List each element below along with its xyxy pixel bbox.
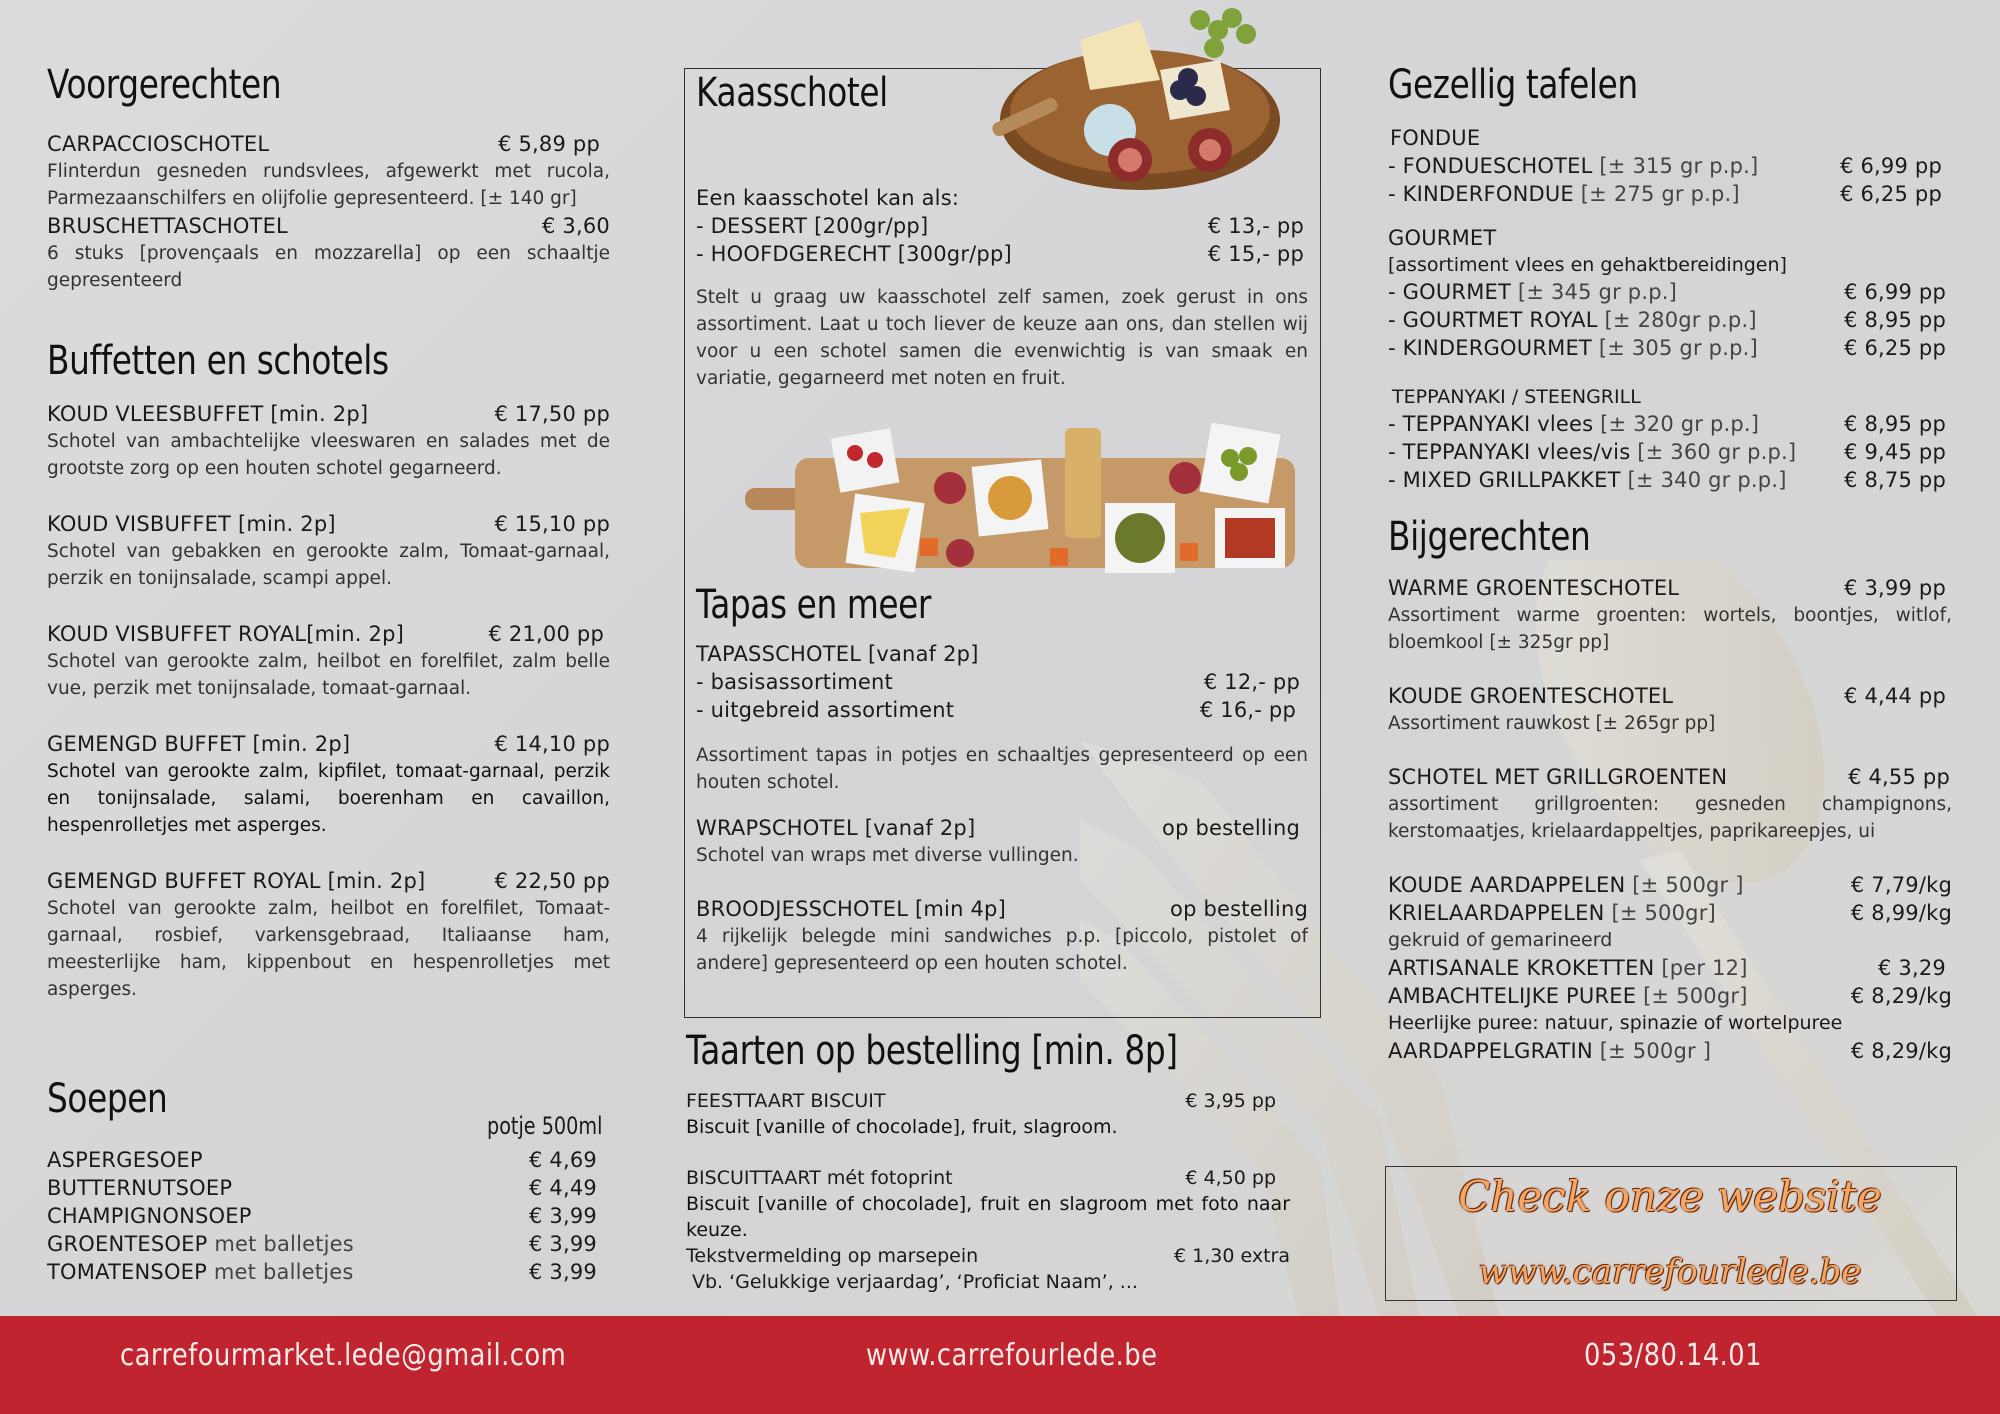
item-name: KOUDE AARDAPPELEN	[1388, 873, 1626, 897]
buffetten-title: Buffetten en schotels	[47, 338, 389, 384]
item-name: ARTISANALE KROKETTEN	[1388, 956, 1655, 980]
item-price: € 5,89 pp	[498, 132, 600, 156]
menu-item	[1388, 763, 1952, 791]
item-name: - GOURTMET ROYAL	[1388, 308, 1598, 332]
kaas-desc: Stelt u graag uw kaasschotel zelf samen, zoek gerust in ons assortiment. Laat u toch liever de keuze aan ons, dan stellen wij voor u een schotel samen die evenwichtig is van smaak en variatie, gegarneerd met noten en fruit.	[696, 287, 1308, 389]
item-name: - KINDERFONDUE	[1388, 182, 1574, 206]
item-name: KOUDE GROENTESCHOTEL	[1388, 684, 1674, 708]
item-name: - TEPPANYAKI vlees	[1388, 412, 1594, 436]
bij-title: Bijgerechten	[1388, 514, 1591, 560]
item-name: WRAPSCHOTEL [vanaf 2p]	[696, 816, 976, 840]
menu-item	[1388, 574, 1952, 602]
item-price: € 14,10 pp	[494, 732, 610, 756]
item-name: GEMENGD BUFFET [min. 2p]	[47, 732, 351, 756]
list-item	[47, 1202, 597, 1230]
item-name: - DESSERT [200gr/pp]	[696, 214, 929, 238]
item-name: SCHOTEL MET GRILLGROENTEN	[1388, 765, 1728, 789]
item-price: € 4,69	[529, 1148, 597, 1172]
taarten-section	[686, 1028, 1290, 1295]
menu-item	[47, 212, 610, 294]
item-desc: Schotel van wraps met diverse vullingen.	[696, 845, 1079, 866]
item-desc: Biscuit [vanille of chocolade], fruit, slagroom.	[686, 1116, 1118, 1138]
puree-note: Heerlijke puree: natuur, spinazie of wortelpuree	[1388, 1012, 1843, 1034]
item-desc: Flinterdun gesneden rundsvlees, afgewerkt met rucola, Parmezaanschilfers en olijfolie gepresenteerd. [± 140 gr]	[47, 161, 610, 209]
item-name: - uitgebreid assortiment	[696, 698, 955, 722]
menu-item	[1388, 682, 1952, 710]
item-name: ASPERGESOEP	[47, 1148, 203, 1172]
list-item: AARDAPPELGRATIN [± 500gr ] € 8,29/kg	[1388, 1039, 1952, 1063]
menu-item	[47, 620, 610, 702]
list-item	[696, 212, 1308, 240]
item-price: € 17,50 pp	[494, 402, 610, 426]
footer-phone[interactable]: 053/80.14.01	[1584, 1338, 1762, 1373]
right-column	[1388, 62, 1952, 1065]
menu-item	[686, 1088, 1290, 1114]
footer-website[interactable]: www.carrefourlede.be	[866, 1338, 1158, 1373]
item-name: BRUSCHETTASCHOTEL	[47, 214, 288, 238]
footer-email[interactable]: carrefourmarket.lede@gmail.com	[120, 1338, 567, 1373]
item-price: € 4,55 pp	[1848, 765, 1950, 789]
list-item	[47, 1174, 597, 1202]
item-price: € 8,95 pp	[1844, 308, 1946, 332]
taarten-title: Taarten op bestelling [min. 8p]	[686, 1028, 1178, 1074]
item-name: KOUD VISBUFFET ROYAL[min. 2p]	[47, 622, 405, 646]
item-name: CHAMPIGNONSOEP	[47, 1204, 252, 1228]
item-price: € 6,25 pp	[1844, 336, 1946, 360]
item-name: - basisassortiment	[696, 670, 893, 694]
item-name: BROODJESSCHOTEL [min 4p]	[696, 897, 1006, 921]
kaas-title: Kaasschotel	[696, 70, 888, 116]
tapas-section	[696, 582, 1308, 977]
gezellig-title: Gezellig tafelen	[1388, 62, 1638, 108]
middle-column	[696, 70, 1308, 392]
teppan-head: TEPPANYAKI / STEENGRILL	[1392, 386, 1641, 408]
soup-list	[47, 1146, 597, 1286]
item-price: € 3,95 pp	[1185, 1090, 1276, 1112]
tapas-board-image	[745, 418, 1305, 583]
item-name: AARDAPPELGRATIN	[1388, 1039, 1593, 1063]
soepen-section	[47, 1076, 603, 1286]
item-price: € 21,00 pp	[488, 622, 604, 646]
item-price: € 8,99/kg	[1850, 901, 1952, 925]
item-price: € 8,95 pp	[1844, 412, 1946, 436]
item-price: € 12,- pp	[1203, 670, 1300, 694]
item-price: € 4,44 pp	[1844, 684, 1946, 708]
item-price: € 3,60	[542, 214, 610, 238]
kriel-note: gekruid of gemarineerd	[1388, 929, 1613, 951]
item-price: € 3,29	[1878, 956, 1946, 980]
item-name: WARME GROENTESCHOTEL	[1388, 576, 1680, 600]
soepen-title: Soepen	[47, 1076, 168, 1122]
item-price: € 8,75 pp	[1844, 468, 1946, 492]
voorgerechten-title: Voorgerechten	[47, 62, 282, 108]
item-name: Tekstvermelding op marsepein	[686, 1245, 979, 1267]
fondue-head: FONDUE	[1390, 126, 1481, 150]
list-item: ARTISANALE KROKETTEN [per 12] € 3,29	[1388, 956, 1946, 980]
item-price: € 6,99 pp	[1844, 280, 1946, 304]
list-item: - MIXED GRILLPAKKET [± 340 gr p.p.] € 8,75 pp	[1388, 468, 1946, 492]
item-name: - TEPPANYAKI vlees/vis	[1388, 440, 1631, 464]
kaas-intro: Een kaasschotel kan als:	[696, 186, 960, 210]
item-price: € 16,- pp	[1199, 698, 1296, 722]
list-item: - KINDERGOURMET [± 305 gr p.p.] € 6,25 pp	[1388, 336, 1946, 360]
list-item	[696, 668, 1308, 696]
left-column	[47, 62, 610, 1003]
item-price: € 6,99 pp	[1840, 154, 1942, 178]
menu-item	[47, 867, 610, 1003]
list-item: - GOURMET [± 345 gr p.p.] € 6,99 pp	[1388, 280, 1946, 304]
gourmet-head: GOURMET	[1388, 226, 1497, 250]
list-item: - KINDERFONDUE [± 275 gr p.p.] € 6,25 pp	[1388, 182, 1942, 206]
item-price: € 3,99	[529, 1260, 597, 1284]
item-name: AMBACHTELIJKE PUREE	[1388, 984, 1637, 1008]
item-price: € 6,25 pp	[1840, 182, 1942, 206]
menu-item	[47, 400, 610, 482]
item-price: € 9,45 pp	[1844, 440, 1946, 464]
item-price: op bestelling	[1162, 816, 1300, 840]
item-price: € 3,99	[529, 1232, 597, 1256]
website-callout-line1: Check onze website	[1458, 1172, 1882, 1221]
item-name: KRIELAARDAPPELEN	[1388, 901, 1605, 925]
item-desc: Schotel van gerookte zalm, heilbot en forelfilet, Tomaat-garnaal, rosbief, varkensgebraad, Italiaanse ham, meesterlijke ham, kippenbout en hespenrolletjes met asperges.	[47, 898, 610, 1000]
item-name: CARPACCIOSCHOTEL	[47, 132, 270, 156]
menu-item	[686, 1243, 1290, 1269]
list-item: - GOURTMET ROYAL [± 280gr p.p.] € 8,95 pp	[1388, 308, 1946, 332]
item-price: € 8,29/kg	[1850, 984, 1952, 1008]
list-item	[47, 1146, 597, 1174]
item-price: € 8,29/kg	[1850, 1039, 1952, 1063]
item-desc: 6 stuks [provençaals en mozzarella] op een schaaltje gepresenteerd	[47, 243, 610, 291]
item-desc: Assortiment rauwkost [± 265gr pp]	[1388, 713, 1716, 734]
tapas-desc: Assortiment tapas in potjes en schaaltjes gepresenteerd op een houten schotel.	[696, 745, 1308, 793]
menu-item	[696, 895, 1308, 923]
tapas-title: Tapas en meer	[696, 582, 932, 628]
item-name: BISCUITTAART mét fotoprint	[686, 1167, 953, 1189]
menu-item	[686, 1165, 1290, 1191]
item-desc: assortiment grillgroenten: gesneden champignons, kerstomaatjes, krielaardappeltjes, paprikareepjes, ui	[1388, 794, 1952, 842]
website-callout-line2[interactable]: www.carrefourlede.be	[1478, 1252, 1862, 1292]
soepen-unit: potje 500ml	[487, 1112, 603, 1140]
list-item: - TEPPANYAKI vlees/vis [± 360 gr p.p.] € 9,45 pp	[1388, 440, 1946, 464]
item-name: BUTTERNUTSOEP	[47, 1176, 233, 1200]
item-name: TOMATENSOEP	[47, 1260, 208, 1284]
item-desc: 4 rijkelijk belegde mini sandwiches p.p. [piccolo, pistolet of andere] gepresenteerd op een houten schotel.	[696, 926, 1308, 974]
item-desc: Schotel van gerookte zalm, heilbot en forelfilet, zalm belle vue, perzik met tonijnsalade, tomaat-garnaal.	[47, 651, 610, 699]
item-desc: Schotel van gerookte zalm, kipfilet, tomaat-garnaal, perzik en tonijnsalade, salami, boerenham en cavaillon, hespenrolletjes met asperges.	[47, 761, 610, 836]
list-item: GROENTESOEP met balletjes € 3,99	[47, 1232, 597, 1256]
list-item: KOUDE AARDAPPELEN [± 500gr ] € 7,79/kg	[1388, 873, 1952, 897]
list-item: AMBACHTELIJKE PUREE [± 500gr] € 8,29/kg	[1388, 984, 1952, 1008]
item-name: - KINDERGOURMET	[1388, 336, 1592, 360]
item-price: € 15,- pp	[1207, 242, 1304, 266]
list-item: TOMATENSOEP met balletjes € 3,99	[47, 1260, 597, 1284]
item-desc: Schotel van ambachtelijke vleeswaren en salades met de grootste zorg op een houten schotel gegarneerd.	[47, 431, 610, 479]
gourmet-sub: [assortiment vlees en gehaktbereidingen]	[1388, 254, 1787, 276]
list-item: - TEPPANYAKI vlees [± 320 gr p.p.] € 8,95 pp	[1388, 412, 1946, 436]
item-price: € 3,99	[529, 1204, 597, 1228]
item-price: € 15,10 pp	[494, 512, 610, 536]
item-price: € 4,50 pp	[1185, 1167, 1276, 1189]
item-name: KOUD VLEESBUFFET [min. 2p]	[47, 402, 369, 426]
item-price: € 13,- pp	[1207, 214, 1304, 238]
item-name: - HOOFDGERECHT [300gr/pp]	[696, 242, 1012, 266]
menu-item	[47, 730, 610, 839]
menu-item	[47, 130, 610, 212]
list-item	[696, 240, 1308, 268]
list-item	[696, 696, 1308, 724]
item-name: FEESTTAART BISCUIT	[686, 1090, 886, 1112]
list-item: KRIELAARDAPPELEN [± 500gr] € 8,99/kg	[1388, 901, 1952, 925]
item-name: GEMENGD BUFFET ROYAL [min. 2p]	[47, 869, 426, 893]
item-name: KOUD VISBUFFET [min. 2p]	[47, 512, 336, 536]
item-desc: Assortiment warme groenten: wortels, boontjes, witlof, bloemkool [± 325gr pp]	[1388, 605, 1952, 653]
item-price: € 7,79/kg	[1850, 873, 1952, 897]
menu-item	[696, 814, 1308, 842]
item-name: GROENTESOEP	[47, 1232, 208, 1256]
item-price: € 3,99 pp	[1844, 576, 1946, 600]
item-desc: Biscuit [vanille of chocolade], fruit en slagroom met foto naar keuze.	[686, 1193, 1290, 1241]
item-name: - FONDUESCHOTEL	[1388, 154, 1593, 178]
item-name: - MIXED GRILLPAKKET	[1388, 468, 1621, 492]
item-price: € 22,50 pp	[494, 869, 610, 893]
item-price: € 4,49	[529, 1176, 597, 1200]
tapas-head: TAPASSCHOTEL [vanaf 2p]	[696, 642, 979, 666]
list-item: - FONDUESCHOTEL [± 315 gr p.p.] € 6,99 pp	[1388, 154, 1942, 178]
item-desc: Schotel van gebakken en gerookte zalm, Tomaat-garnaal, perzik en tonijnsalade, scampi appel.	[47, 541, 610, 589]
item-price: op bestelling	[1170, 897, 1308, 921]
taarten-example: Vb. ‘Gelukkige verjaardag’, ‘Proficiat Naam’, ...	[692, 1271, 1138, 1293]
item-price: € 1,30 extra	[1174, 1245, 1290, 1267]
item-name: - GOURMET	[1388, 280, 1512, 304]
menu-item	[47, 510, 610, 592]
